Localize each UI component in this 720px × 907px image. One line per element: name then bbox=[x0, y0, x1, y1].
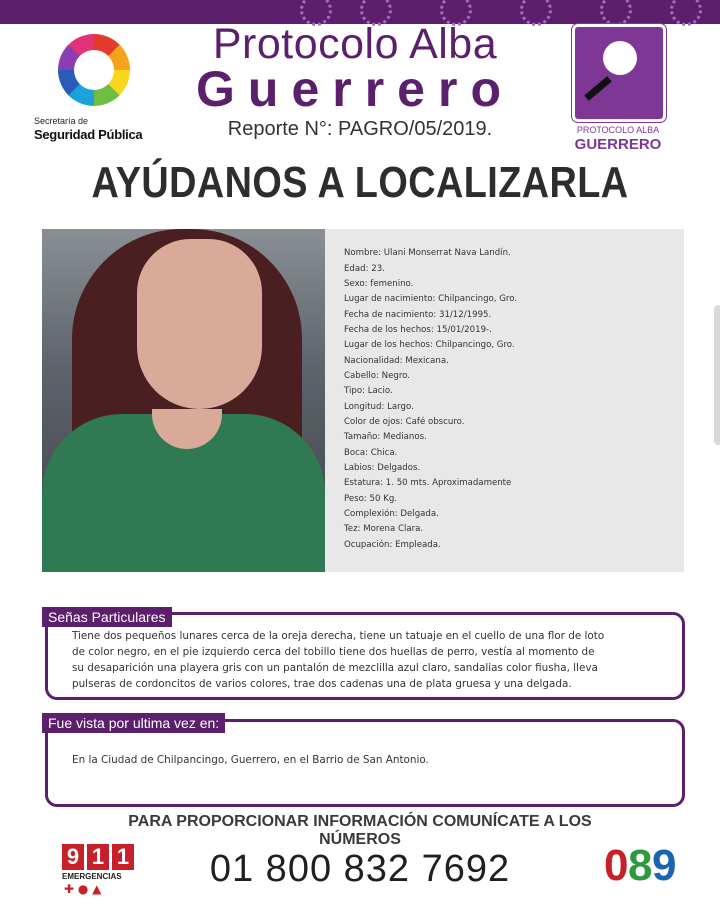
detail-row: Ocupación: Empleada. bbox=[344, 540, 441, 550]
headline: AYÚDANOS A LOCALIZARLA bbox=[91, 158, 629, 207]
ssp-emblem-icon bbox=[58, 34, 130, 106]
detail-row: Longitud: Largo. bbox=[344, 402, 414, 412]
emergency-services-icon: ✚ ● ▲ bbox=[64, 882, 102, 896]
details-panel bbox=[325, 229, 684, 572]
logo-911-digit: 1 bbox=[112, 844, 134, 870]
senas-line: Tiene dos pequeños lunares cerca de la oreja derecha, tiene un tatuaje en el cuello de una flor de loto bbox=[72, 630, 605, 642]
logo-911-digit: 1 bbox=[87, 844, 109, 870]
flower-pattern bbox=[670, 0, 702, 26]
detail-row: Fecha de nacimiento: 31/12/1995. bbox=[344, 310, 492, 320]
magnifier-lens-icon bbox=[603, 41, 637, 75]
photo-face bbox=[137, 239, 262, 409]
logo-089-digit: 8 bbox=[628, 841, 653, 890]
pa-logo-line2: GUERRERO bbox=[574, 136, 662, 153]
detail-row: Fecha de los hechos: 15/01/2019-. bbox=[344, 325, 492, 335]
senas-line: de color negro, en el pie izquierdo cerca del tobillo tiene dos huellas de perro, vestía al momento de bbox=[72, 646, 595, 658]
vista-text: En la Ciudad de Chilpancingo, Guerrero, en el Barrio de San Antonio. bbox=[72, 754, 429, 766]
logo-089-digit: 9 bbox=[652, 841, 677, 890]
detail-row: Complexión: Delgada. bbox=[344, 509, 439, 519]
emergencias-text: EMERGENCIAS bbox=[62, 872, 122, 881]
senas-line: su desaparición una playera gris con un pantalón de mezclilla azul claro, sandalias color fiusha, lleva bbox=[72, 662, 598, 674]
side-scroll-tab bbox=[714, 305, 720, 445]
call-to-action-text: PARA PROPORCIONAR INFORMACIÓN COMUNÍCATE A LOS NÚMEROS bbox=[128, 813, 592, 848]
detail-row: Nacionalidad: Mexicana. bbox=[344, 356, 449, 366]
magnifier-map-icon bbox=[572, 24, 666, 122]
detail-row: Boca: Chica. bbox=[344, 448, 398, 458]
detail-row: Lugar de nacimiento: Chilpancingo, Gro. bbox=[344, 294, 518, 304]
detail-row: Estatura: 1. 50 mts. Aproximadamente bbox=[344, 478, 512, 488]
report-number: Reporte N°: PAGRO/05/2019. bbox=[227, 118, 493, 140]
pa-logo-line1: PROTOCOLO ALBA bbox=[576, 125, 660, 135]
denuncia-089-logo bbox=[602, 842, 682, 892]
title-line-2: Guerrero bbox=[196, 61, 514, 117]
senas-label: Señas Particulares bbox=[42, 607, 172, 627]
senas-line: pulseras de cordoncitos de varios colores, trae dos cadenas una de plata gruesa y una delgada. bbox=[72, 678, 572, 690]
vista-label: Fue vista por ultima vez en: bbox=[42, 713, 225, 733]
flower-pattern bbox=[600, 0, 632, 26]
detail-row: Lugar de los hechos: Chilpancingo, Gro. bbox=[344, 340, 515, 350]
magnifier-handle-icon bbox=[584, 76, 611, 101]
senas-text bbox=[72, 628, 682, 692]
detail-row: Sexo: femenino. bbox=[344, 279, 414, 289]
seguridad-publica-logo bbox=[30, 28, 165, 146]
protocolo-alba-logo bbox=[568, 24, 668, 156]
title-line-1: Protocolo Alba bbox=[212, 20, 498, 68]
phone-number[interactable]: 01 800 832 7692 bbox=[209, 848, 511, 890]
detail-row: Cabello: Negro. bbox=[344, 371, 411, 381]
detail-row: Nombre: Ulani Monserrat Nava Landín. bbox=[344, 248, 511, 258]
ssp-small-text: Secretaría de bbox=[34, 116, 89, 126]
detail-row: Tamaño: Medianos. bbox=[344, 432, 427, 442]
detail-row: Tez: Morena Clara. bbox=[344, 524, 424, 534]
detail-row: Peso: 50 Kg. bbox=[344, 494, 398, 504]
emergencias-911-logo bbox=[60, 844, 135, 894]
missing-person-photo bbox=[42, 229, 325, 572]
logo-911-digit: 9 bbox=[62, 844, 84, 870]
detail-row: Tipo: Lacio. bbox=[344, 386, 393, 396]
detail-row: Labios: Delgados. bbox=[344, 463, 421, 473]
logo-089-digit: 0 bbox=[604, 841, 629, 890]
ssp-big-text: Seguridad Pública bbox=[34, 127, 143, 142]
detail-row: Edad: 23. bbox=[344, 264, 385, 274]
detail-row: Color de ojos: Café obscuro. bbox=[344, 417, 465, 427]
